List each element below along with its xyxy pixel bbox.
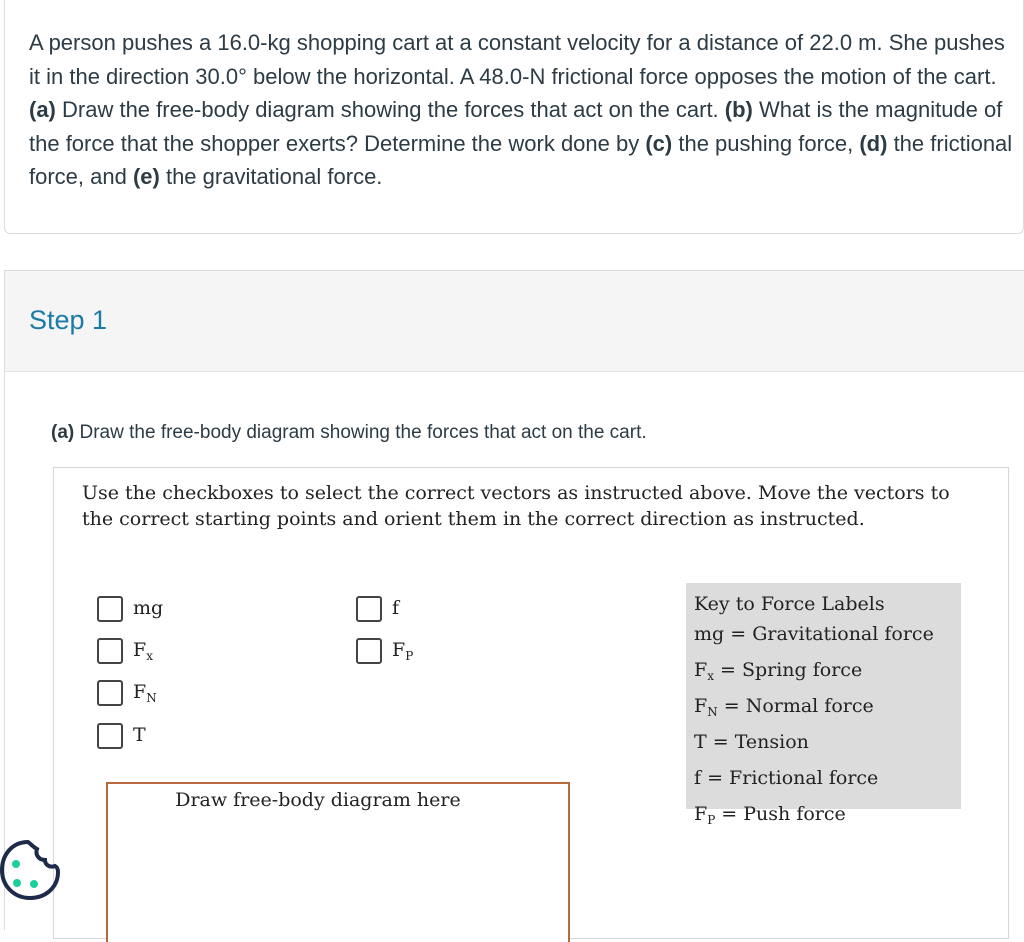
cookie-settings-button[interactable] <box>0 838 60 904</box>
force-label-key <box>686 583 961 827</box>
question-segment: the pushing force, <box>672 130 860 156</box>
step-header <box>5 271 1024 372</box>
checkbox-label: f <box>392 597 400 619</box>
question-part-label: (b) <box>724 97 753 122</box>
checkbox-box[interactable] <box>97 596 123 622</box>
question-segment: the gravitational force. <box>159 164 383 189</box>
key-entry: mg = Gravitational force <box>694 623 934 645</box>
checkbox-label: $F_P$ <box>392 639 414 663</box>
applet-instructions: Use the checkboxes to select the correct vectors as instructed above. Move the vectors to the correct starting points and orient them in the correct direction as instructed. <box>82 482 950 530</box>
key-entry: f = Frictional force <box>694 767 879 789</box>
question-part-label: (a) <box>29 97 56 122</box>
checkbox-label: mg <box>133 597 164 619</box>
checkbox-fn[interactable] <box>97 677 157 709</box>
key-entry: $F_N$ = Normal force <box>694 695 874 719</box>
question-segment: the frictional force, and <box>29 130 1013 189</box>
step-title: Step 1 <box>29 305 108 335</box>
part-text: Draw the free-body diagram showing the forces that act on the cart. <box>74 422 647 443</box>
checkbox-box[interactable] <box>356 638 382 664</box>
checkbox-box[interactable] <box>97 723 123 749</box>
key-entry: T = Tension <box>694 731 809 753</box>
checkbox-label: $F_N$ <box>133 681 157 705</box>
checkbox-box[interactable] <box>97 638 123 664</box>
question-part-label: (c) <box>645 130 673 156</box>
draw-area-label: Draw free-body diagram here <box>175 789 461 811</box>
step-card <box>4 270 1024 930</box>
question-part-label: (e) <box>132 164 160 189</box>
key-entry: $F_P$ = Push force <box>694 803 846 827</box>
question-segment: What is the magnitude of the force that the shopper exerts? Determine the work done by <box>29 97 1003 156</box>
cookie-icon <box>0 838 60 904</box>
checkbox-box[interactable] <box>356 596 382 622</box>
fbd-drawing-area[interactable] <box>106 782 570 942</box>
question-segment: Draw the free-body diagram showing the forces that act on the cart. <box>55 97 725 122</box>
part-label: (a) <box>51 422 75 443</box>
question-part-label: (d) <box>859 130 888 156</box>
checkbox-label: $F_x$ <box>133 639 153 663</box>
checkbox-t[interactable] <box>97 720 146 752</box>
question-text <box>29 26 1014 194</box>
checkbox-fx[interactable] <box>97 635 153 667</box>
key-title: Key to Force Labels <box>694 593 885 615</box>
question-card <box>4 0 1024 234</box>
question-segment: A person pushes a 16.0-kg shopping cart at a constant velocity for a distance of 22.0 m. She pushes it in the direction 30.0° below the horizontal. A 48.0-N frictional force opposes the motion of the cart. <box>29 30 1005 89</box>
checkbox-label: T <box>133 724 146 746</box>
checkbox-mg[interactable] <box>97 593 163 625</box>
checkbox-box[interactable] <box>97 680 123 706</box>
key-entry: $F_x$ = Spring force <box>694 659 863 683</box>
fbd-applet <box>53 467 1009 939</box>
checkbox-f[interactable] <box>356 593 399 625</box>
part-prompt <box>51 422 647 444</box>
checkbox-fp[interactable] <box>356 635 413 667</box>
